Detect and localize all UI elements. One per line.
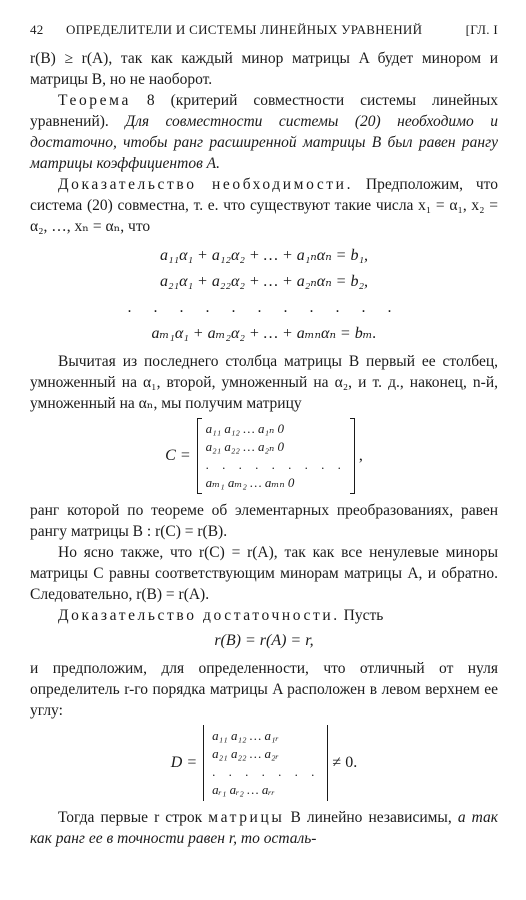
determinant-d: [203, 725, 328, 801]
paragraph-then: [30, 807, 498, 849]
then-start: Тогда первые r строк: [58, 809, 203, 826]
running-title: ОПРЕДЕЛИТЕЛИ И СИСТЕМЫ ЛИНЕЙНЫХ УРАВНЕНИЙ: [66, 22, 423, 37]
sufficiency-label: Доказательство достаточности.: [58, 607, 340, 624]
matrix-c-trailing: ,: [358, 447, 363, 464]
matrix-c-display: [30, 418, 498, 494]
running-header: [30, 22, 498, 48]
theorem-number: 8: [146, 92, 155, 109]
then-italic: а так как ранг ее в точности равен r, то осталь-: [30, 809, 499, 847]
determinant-d-trailing: ≠ 0.: [332, 754, 358, 771]
theorem-label: Теорема: [58, 92, 131, 109]
necessity-proof: [30, 174, 498, 237]
then-mid: B линейно независимы,: [290, 809, 452, 826]
matrix-dots-row: . . . . . . .: [212, 764, 320, 779]
book-page: [30, 22, 498, 849]
paragraph-rank-equal: Но ясно также, что r(C) = r(A), так как все ненулевые миноры матрицы C равны соответствующим минорам матрицы A, и обратно. Следовательно, r(B) = r(A).: [30, 544, 498, 603]
determinant-d-display: [30, 725, 498, 801]
page-number: 42: [30, 22, 44, 37]
paragraph-rank-inequality: r(B) ≥ r(A), так как каждый минор матрицы A будет минором и матрицы B, но не наоборот.: [30, 50, 498, 88]
necessity-text: Предположим, что система (20) совместна, т. е. что существуют такие числа x₁ = α₁, x₂ = α₂, …, xₙ = αₙ, что: [30, 176, 498, 235]
equation-system: [30, 243, 498, 347]
theorem-8: [30, 90, 498, 174]
sufficiency-text: Пусть: [343, 607, 384, 624]
theorem-title: (критерий совместности системы линейных уравнений).: [30, 92, 498, 130]
theorem-statement: Для совместности системы (20) необходимо и достаточно, чтобы ранг расширенной матрицы B был равен рангу матрицы коэффициентов A.: [30, 113, 499, 172]
matrix-c-name: C =: [165, 447, 191, 464]
equation-row: aₘ₁α₁ + aₘ₂α₂ + … + aₘₙαₙ = bₘ.: [151, 325, 377, 342]
sufficiency-proof: [30, 605, 498, 626]
matrix-c: [197, 418, 355, 494]
paragraph-subtract: Вычитая из последнего столбца матрицы B первый ее столбец, умноженный на α₁, второй, умноженный на α₂, и т. д., наконец, n-й, умноженный на αₙ, мы получим матрицу: [30, 353, 498, 412]
determinant-d-name: D =: [170, 754, 198, 771]
necessity-label: Доказательство необходимости.: [58, 176, 354, 193]
matrix-row: aᵣ₁ aᵣ₂ … aᵣᵣ: [212, 782, 275, 797]
matrix-row: a₂₁ a₂₂ … a₂ₙ 0: [205, 439, 285, 454]
then-spaced-word: матрицы: [208, 809, 285, 826]
matrix-row: aₘ₁ aₘ₂ … aₘₙ 0: [205, 475, 295, 490]
chapter-marker: [ГЛ. I: [465, 22, 498, 37]
matrix-row: a₂₁ a₂₂ … a₂ᵣ: [212, 746, 279, 761]
matrix-row: a₁₁ a₁₂ … a₁ₙ 0: [205, 421, 285, 436]
equation-row: a₂₁α₁ + a₂₂α₂ + … + a₂ₙαₙ = b₂,: [159, 273, 369, 290]
paragraph-assume: и предположим, для определенности, что отличный от нуля определитель r-го порядка матрицы A расположен в левом верхнем ее углу:: [30, 660, 498, 719]
paragraph-rank-c: ранг которой по теореме об элементарных преобразованиях, равен рангу матрицы B : r(C) = r(B).: [30, 502, 498, 540]
equation-ellipsis-row: . . . . . . . . . . .: [127, 299, 401, 316]
rank-equation: r(B) = r(A) = r,: [214, 632, 314, 649]
equation-row: a₁₁α₁ + a₁₂α₂ + … + a₁ₙαₙ = b₁,: [159, 247, 369, 264]
matrix-dots-row: . . . . . . . . .: [205, 457, 346, 472]
matrix-row: a₁₁ a₁₂ … a₁ᵣ: [212, 728, 279, 743]
